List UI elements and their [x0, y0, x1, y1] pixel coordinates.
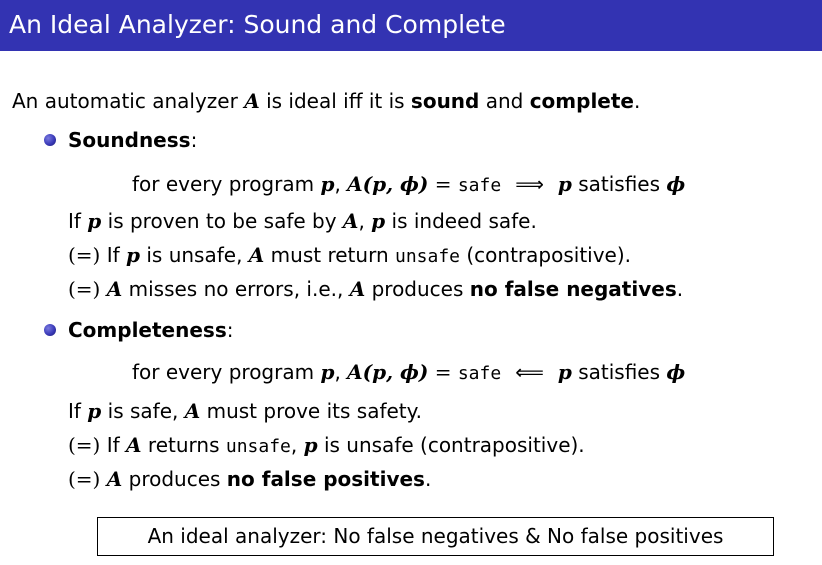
- soundness-line-2: [68, 242, 631, 270]
- code-unsafe: unsafe: [225, 436, 291, 457]
- soundness-line-3: [68, 276, 683, 302]
- math-A: A: [106, 277, 123, 301]
- math-A: A: [126, 433, 142, 457]
- text: produces: [122, 467, 227, 491]
- math-p: p: [87, 209, 102, 233]
- colon: :: [226, 318, 234, 342]
- text: If: [100, 243, 127, 267]
- text: is safe,: [101, 399, 185, 423]
- equiv-marker: (=): [68, 467, 101, 491]
- completeness-formula: [132, 359, 685, 387]
- completeness-line-2: [68, 432, 585, 460]
- formula-text: for every program: [132, 360, 321, 384]
- formula-text: for every program: [132, 172, 321, 196]
- slide-title: An Ideal Analyzer: Sound and Complete: [0, 0, 822, 51]
- text: is indeed safe.: [385, 209, 537, 233]
- bold-no-false-negatives: no false negatives: [469, 277, 677, 301]
- bold-no-false-positives: no false positives: [226, 467, 425, 491]
- completeness-heading-line: [68, 317, 233, 343]
- formula-text: satisfies: [571, 360, 667, 384]
- math-p: p: [303, 433, 318, 457]
- equiv-marker: (=): [68, 277, 101, 301]
- summary-box: An ideal analyzer: No false negatives & No false positives: [97, 517, 774, 556]
- code-safe: safe: [457, 363, 502, 384]
- implies-arrow-icon: ⟹: [515, 172, 544, 196]
- completeness-line-1: [68, 398, 422, 424]
- intro-text: An automatic analyzer: [12, 89, 245, 113]
- bold-sound: sound: [410, 89, 480, 113]
- text: must return: [264, 243, 395, 267]
- intro-text: .: [634, 89, 641, 113]
- code-unsafe: unsafe: [394, 246, 461, 267]
- implied-by-arrow-icon: ⟸: [515, 360, 544, 384]
- soundness-heading: Soundness: [68, 128, 191, 152]
- math-p: p: [126, 243, 141, 267]
- bold-complete: complete: [529, 89, 634, 113]
- intro-line: [12, 88, 640, 114]
- math-phi: ϕ: [666, 360, 686, 384]
- text: If: [68, 209, 88, 233]
- equiv-marker: (=): [68, 243, 101, 267]
- math-A: A: [248, 243, 265, 267]
- formula-text: ,: [334, 172, 348, 196]
- intro-text: is ideal iff it is: [259, 89, 411, 113]
- text: must prove its safety.: [200, 399, 422, 423]
- soundness-heading-line: [68, 127, 197, 153]
- math-A: A: [244, 89, 260, 113]
- math-phi: ϕ: [666, 172, 686, 196]
- math-eq: =: [428, 172, 458, 196]
- math-p: p: [320, 360, 335, 384]
- text: returns: [141, 433, 226, 457]
- completeness-heading: Completeness: [68, 318, 227, 342]
- math-p: p: [371, 209, 386, 233]
- text: produces: [365, 277, 470, 301]
- text: (contrapositive).: [460, 243, 632, 267]
- colon: :: [190, 128, 198, 152]
- math-apply: A(p, ϕ): [347, 172, 429, 196]
- math-A: A: [184, 399, 201, 423]
- soundness-formula: [132, 171, 685, 199]
- text: If: [100, 433, 127, 457]
- math-p: p: [557, 360, 572, 384]
- text: .: [676, 277, 684, 301]
- completeness-line-3: [68, 466, 431, 492]
- math-A: A: [349, 277, 366, 301]
- math-p: p: [87, 399, 102, 423]
- text: .: [424, 467, 432, 491]
- text: is unsafe (contrapositive).: [317, 433, 585, 457]
- formula-text: satisfies: [571, 172, 667, 196]
- math-p: p: [320, 172, 335, 196]
- code-safe: safe: [457, 175, 502, 196]
- text: is unsafe,: [140, 243, 249, 267]
- math-eq: =: [428, 360, 458, 384]
- intro-text: and: [479, 89, 530, 113]
- text: If: [68, 399, 88, 423]
- math-apply: A(p, ϕ): [347, 360, 429, 384]
- text: ,: [358, 209, 372, 233]
- math-A: A: [106, 467, 123, 491]
- soundness-line-1: [68, 208, 537, 234]
- bullet-icon: [44, 324, 56, 336]
- math-A: A: [342, 209, 359, 233]
- text: is proven to be safe by: [101, 209, 343, 233]
- formula-text: ,: [334, 360, 348, 384]
- bullet-icon: [44, 134, 56, 146]
- text: misses no errors, i.e.,: [122, 277, 350, 301]
- equiv-marker: (=): [68, 433, 101, 457]
- math-p: p: [557, 172, 572, 196]
- text: ,: [290, 433, 304, 457]
